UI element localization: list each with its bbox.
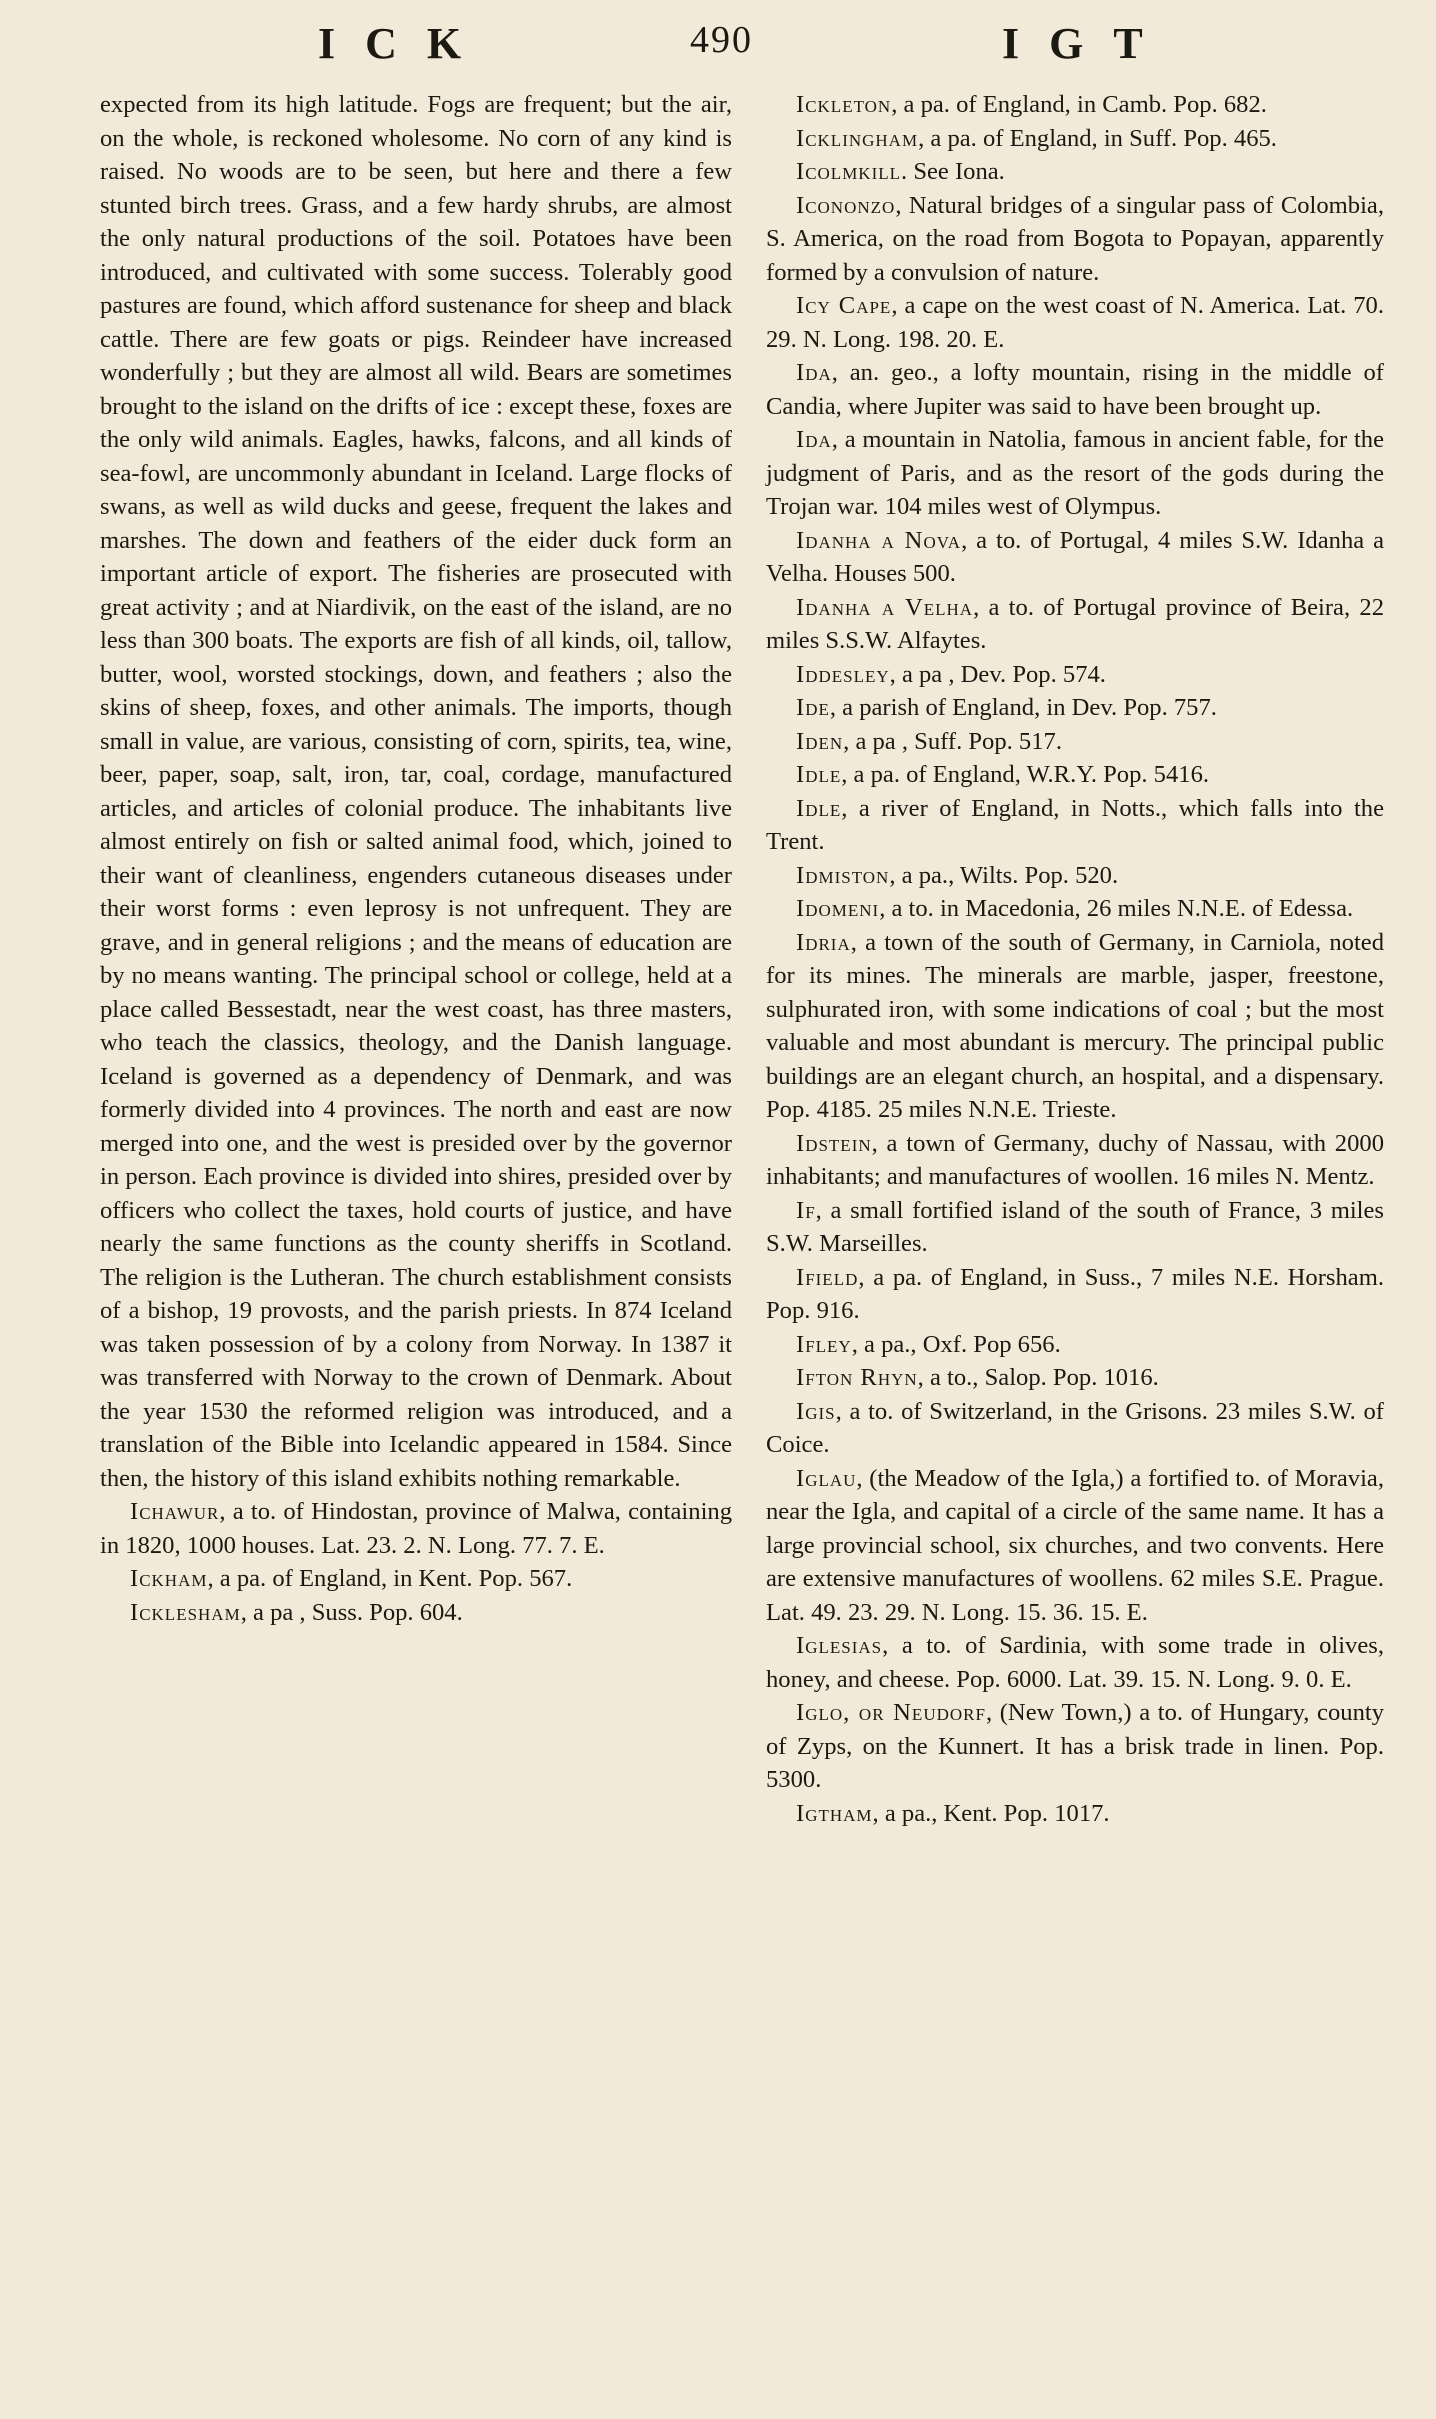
gazetteer-entry [766,1395,1384,1462]
entry-headword: Icononzo [796,191,896,219]
entry-headword: Iden [796,727,844,755]
entry-headword: Idle [796,794,842,822]
entry-text: , a pa , Suff. Pop. 517. [843,727,1062,755]
entry-headword: Ida [796,359,832,386]
entry-text: , a to. in Macedonia, 26 miles N.N.E. of Edessa. [879,895,1354,922]
gazetteer-entry [766,1127,1384,1194]
entry-text: , a to. of Hindostan, province of Malwa, containing in 1820, 1000 houses. Lat. 23. 2. N. Long. 77. 7. E. [100,1498,732,1559]
gazetteer-entry [766,155,1384,189]
gazetteer-entry [766,725,1384,759]
entry-headword: Icklingham [796,124,919,152]
entry-headword: Ichawur [130,1498,220,1525]
gazetteer-entry [766,1361,1384,1395]
entry-text: . See Iona. [901,158,1005,185]
gazetteer-entry [766,524,1384,591]
gazetteer-entry [766,758,1384,792]
entry-headword: Ifield [796,1263,859,1291]
entry-text: , Natural bridges of a singular pass of Colombia, S. America, on the road from Bogota to Popayan, apparently formed by a convulsion of nature. [766,191,1384,286]
entry-headword: Ickleton [796,91,892,118]
entry-text: , a to. of Switzerland, in the Grisons. 23 miles S.W. of Coice. [766,1397,1384,1458]
gazetteer-entry [766,1797,1384,1831]
entry-headword: Iglo, or Neudorf [796,1699,986,1726]
entry-text: , a to. of Portugal, 4 miles S.W. Idanha a Velha. Houses 500. [766,526,1384,587]
entry-text: , a pa , Suss. Pop. 604. [240,1598,463,1626]
gazetteer-entry [766,189,1384,290]
entry-text: , a cape on the west coast of N. America. Lat. 70. 29. N. Long. 198. 20. E. [766,292,1384,353]
entry-headword: Ida [796,426,832,453]
entry-text: , (New Town,) a to. of Hungary, county of Zyps, on the Kunnert. It has a brisk trade in linen. Pop. 5300. [766,1699,1384,1793]
entry-headword: Iglesias [796,1632,883,1659]
gazetteer-entry [766,88,1384,122]
gazetteer-entry [766,691,1384,725]
entry-text: , an. geo., a lofty mountain, rising in the middle of Candia, where Jupiter was said to have been brought up. [766,359,1384,420]
gazetteer-entry [766,423,1384,524]
gazetteer-entry [766,859,1384,893]
entry-text: , a pa , Dev. Pop. 574. [889,660,1106,688]
entry-text: , a to. of Sardinia, with some trade in olives, honey, and cheese. Pop. 6000. Lat. 39. 15. N. Long. 9. 0. E. [766,1632,1384,1693]
gazetteer-entry [766,122,1384,156]
right-column [766,88,1384,1830]
gazetteer-entry [766,658,1384,692]
entry-text: , a to., Salop. Pop. 1016. [917,1364,1159,1391]
gazetteer-entry [766,289,1384,356]
entry-text: , a pa. of England, in Suff. Pop. 465. [918,124,1277,152]
header-right-guideword: IGT [1002,19,1173,68]
gazetteer-entry [766,1328,1384,1362]
gazetteer-entry [766,792,1384,859]
gazetteer-entry [766,1462,1384,1630]
entry-headword: Ifley [796,1330,852,1358]
entry-headword: Ide [796,694,830,721]
entry-headword: Igis [796,1397,836,1425]
entry-headword: Iddesley [796,660,890,688]
entry-text: , a town of Germany, duchy of Nassau, with 2000 inhabitants; and manufactures of woollen. 16 miles N. Mentz. [766,1129,1384,1190]
entry-text: , a to. of Portugal province of Beira, 22 miles S.S.W. Alfaytes. [766,593,1384,654]
left-column [100,88,732,1629]
entry-headword: If [796,1196,816,1224]
entry-headword: Idle [796,761,842,788]
gazetteer-entry [100,1562,732,1596]
gazetteer-entry [766,1629,1384,1696]
entry-text: , a mountain in Natolia, famous in ancient fable, for the judgment of Paris, and as the resort of the gods during the Trojan war. 104 miles west of Olympus. [766,426,1384,520]
entry-headword: Idanha a Velha [796,593,974,621]
gazetteer-entry [100,1596,732,1630]
entry-text: , a pa. of England, in Kent. Pop. 567. [207,1565,573,1592]
gazetteer-entry [766,1194,1384,1261]
entry-text: , a pa., Wilts. Pop. 520. [889,861,1119,889]
gazetteer-entry [766,892,1384,926]
entry-headword: Icy Cape [796,292,892,319]
entry-text: , a town of the south of Germany, in Carniola, noted for its mines. The minerals are marble, jasper, freestone, sulphurated iron, with some indications of coal ; but the most valuable and most abundant is mercury. The principal public buildings are an elegant church, an hospital, and a dispensary. Pop. 4185. 25 miles N.N.E. Trieste. [766,928,1384,1123]
gazetteer-entry [766,1696,1384,1797]
entry-headword: Icklesham [130,1598,241,1626]
page-number: 490 [690,19,753,61]
entry-text: , a pa. of England, W.R.Y. Pop. 5416. [841,761,1210,788]
gazetteer-entry [766,926,1384,1127]
entry-text: , a river of England, in Notts., which falls into the Trent. [766,794,1384,855]
entry-headword: Idmiston [796,861,890,889]
entry-text: , a pa., Kent. Pop. 1017. [872,1799,1110,1827]
entry-headword: Idanha a Nova [796,526,962,554]
entry-headword: Ifton Rhyn [796,1364,918,1391]
gazetteer-entry [766,356,1384,423]
entry-text: , a pa. of England, in Suss., 7 miles N.E. Horsham. Pop. 916. [766,1263,1384,1324]
running-header [0,10,1436,70]
entry-headword: Iglau [796,1464,857,1492]
entry-text: , a pa., Oxf. Pop 656. [851,1330,1061,1358]
gazetteer-entry [100,1495,732,1562]
entry-headword: Idomeni [796,895,880,922]
entry-text: , (the Meadow of the Igla,) a fortified to. of Moravia, near the Igla, and capital of a circle of the same name. It has a large provincial school, six churches, and two convents. Here are extensive manufactures of woollens. 62 miles S.E. Prague. Lat. 49. 23. 29. N. Long. 15. 36. 15. E. [766,1464,1384,1626]
entry-headword: Ickham [130,1565,208,1592]
gazetteer-entry [766,591,1384,658]
entry-headword: Igtham [796,1799,873,1827]
continued-entry-text: expected from its high latitude. Fogs are frequent; but the air, on the whole, is reckoned wholesome. No corn of any kind is raised. No woods are to be seen, but here and there a few stunted birch trees. Grass, and a few hardy shrubs, are almost the only natural productions of the soil. Potatoes have been introduced, and cultivated with some success. Tolerably good pastures are found, which afford sustenance for sheep and black cattle. There are few goats or pigs. Reindeer have increased wonderfully ; but they are almost all wild. Bears are sometimes brought to the island on the drifts of ice : except these, foxes are the only wild animals. Eagles, hawks, falcons, and all kinds of sea-fowl, are uncommonly abundant in Iceland. Large flocks of swans, as well as wild ducks and geese, frequent the lakes and marshes. The down and feathers of the eider duck form an important article of export. The fisheries are prosecuted with great activity ; and at Niardivik, on the east of the island, are no less than 300 boats. The exports are fish of all kinds, oil, tallow, butter, wool, worsted stockings, down, and feathers ; also the skins of sheep, foxes, and other animals. The imports, though small in value, are various, consisting of corn, spirits, tea, wine, beer, paper, soap, salt, iron, tar, coal, cordage, manufactured articles, and articles of colonial produce. The inhabitants live almost entirely on fish or salted animal food, which, joined to their want of cleanliness, engenders cutaneous diseases under their worst forms : even leprosy is not unfrequent. They are grave, and in general religions ; and the means of education are by no means wanting. The principal school or college, held at a place called Bessestadt, near the west coast, has three masters, who teach the classics, theology, and the Danish language. Iceland is governed as a dependency of Denmark, and was formerly divided into 4 provinces. The north and east are now merged into one, and the west is presided over by the governor in person. Each province is divided into shires, presided over by officers who collect the taxes, hold courts of justice, and have nearly the same functions as the county sheriffs in Scotland. The religion is the Lutheran. The church establishment consists of a bishop, 19 provosts, and the parish priests. In 874 Iceland was taken possession of by a colony from Norway. In 1387 it was transferred with Norway to the crown of Denmark. About the year 1530 the reformed religion was introduced, and a translation of the Bible into Icelandic appeared in 1584. Since then, the history of this island exhibits nothing remarkable. [100,91,732,1492]
header-left-guideword: ICK [318,19,492,68]
gazetteer-entry [766,1261,1384,1328]
entry-headword: Idria [796,928,851,956]
entry-text: , a pa. of England, in Camb. Pop. 682. [891,91,1267,118]
entry-text: , a small fortified island of the south of France, 3 miles S.W. Marseilles. [766,1196,1384,1257]
entry-headword: Idstein [796,1129,872,1157]
entry-headword: Icolmkill [796,158,902,185]
entry-text: , a parish of England, in Dev. Pop. 757. [829,694,1217,721]
